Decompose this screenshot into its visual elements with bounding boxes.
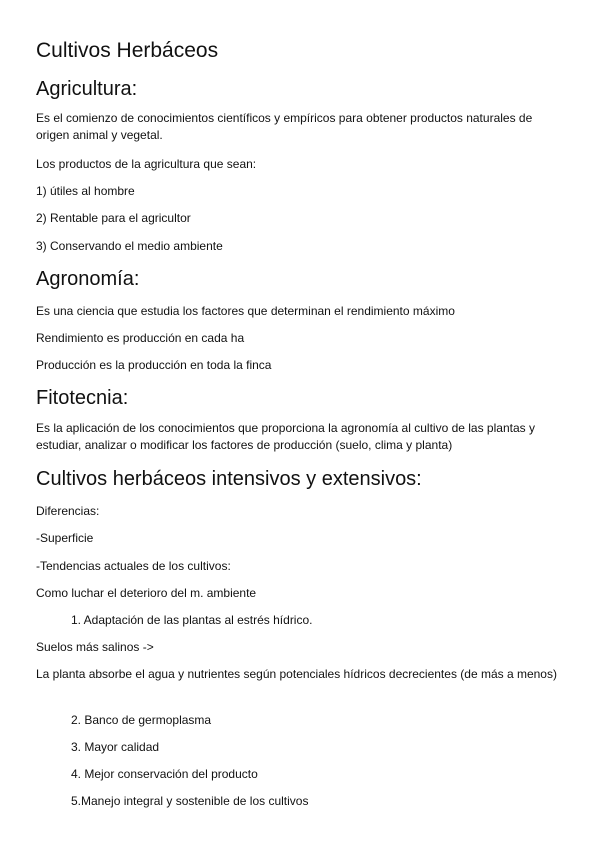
cultivos-line: Diferencias: (36, 504, 100, 518)
heading-agronomia: Agronomía: (36, 268, 140, 290)
agronomia-paragraph: Rendimiento es producción en cada ha (36, 331, 245, 345)
cultivos-list-item: 2. Banco de germoplasma (71, 713, 212, 727)
cultivos-list-item: 5.Manejo integral y sostenible de los cultivos (71, 794, 309, 808)
cultivos-line: Como luchar el deterioro del m. ambiente (36, 586, 257, 600)
cultivos-suelos: Suelos más salinos -> (36, 640, 154, 654)
heading-cultivos: Cultivos herbáceos intensivos y extensivos: (36, 468, 422, 490)
fitotecnia-definition: Es la aplicación de los conocimientos que proporciona la agronomía al cultivo de las plantas y estudiar, analizar o modificar los factores de producción (suelo, clima y planta) (36, 421, 535, 452)
agricultura-intro: Los productos de la agricultura que sean: (36, 157, 257, 171)
agricultura-item: 1) útiles al hombre (36, 184, 135, 198)
cultivos-line: -Superficie (36, 531, 94, 545)
agricultura-definition: Es el comienzo de conocimientos científicos y empíricos para obtener productos naturales de origen animal y vegetal. (36, 111, 533, 142)
cultivos-list-item: 3. Mayor calidad (71, 740, 160, 754)
cultivos-list-item: 4. Mejor conservación del producto (71, 767, 258, 781)
cultivos-absorbe: La planta absorbe el agua y nutrientes según potenciales hídricos decrecientes (de más a menos) (36, 667, 557, 681)
cultivos-line: -Tendencias actuales de los cultivos: (36, 559, 231, 573)
agronomia-paragraph: Es una ciencia que estudia los factores que determinan el rendimiento máximo (36, 304, 455, 318)
agricultura-item: 2) Rentable para el agricultor (36, 211, 191, 225)
agricultura-item: 3) Conservando el medio ambiente (36, 239, 223, 253)
heading-fitotecnia: Fitotecnia: (36, 387, 129, 409)
cultivos-list-item: 1. Adaptación de las plantas al estrés hídrico. (71, 613, 313, 627)
document-title: Cultivos Herbáceos (36, 39, 219, 62)
heading-agricultura: Agricultura: (36, 78, 138, 100)
agronomia-paragraph: Producción es la producción en toda la finca (36, 358, 272, 372)
